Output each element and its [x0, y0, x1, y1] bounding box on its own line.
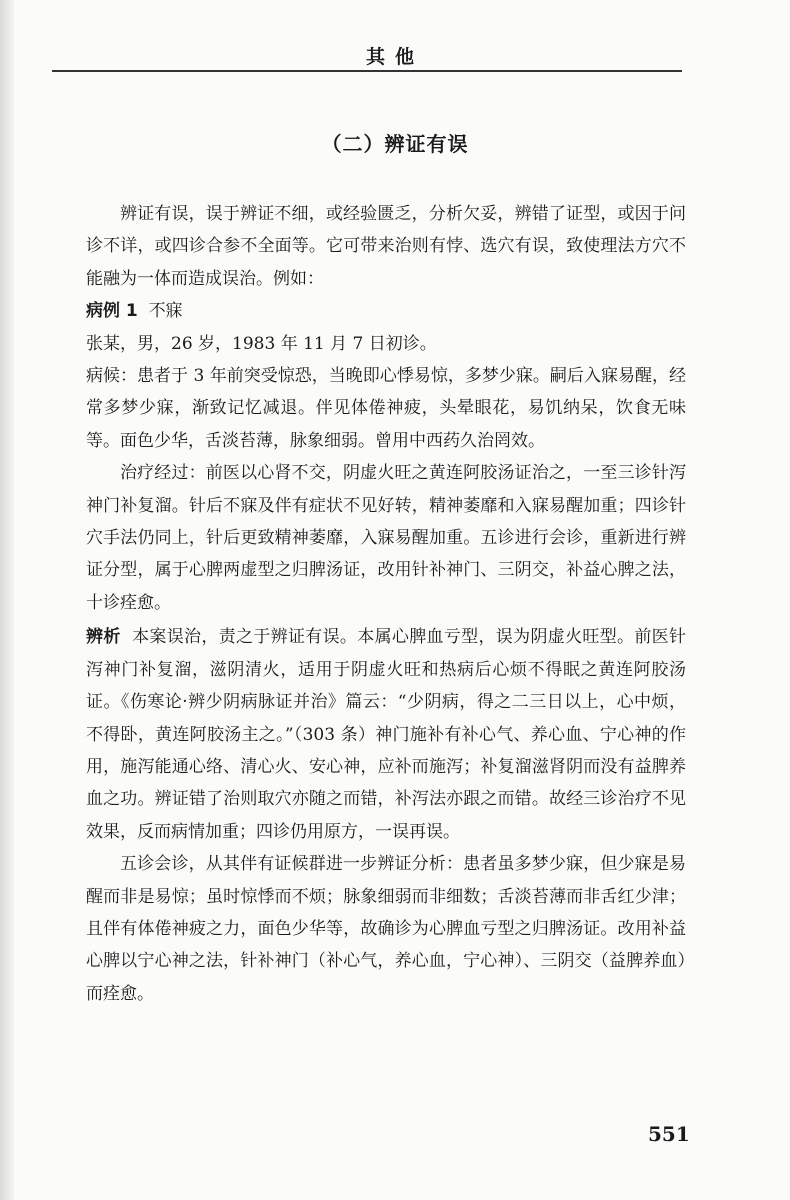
symptoms-paragraph: 病候：患者于 3 年前突受惊恐，当晚即心悸易惊，多梦少寐。嗣后入寐易醒，经常多梦少寐，渐致记忆减退。伴见体倦神疲，头晕眼花，易饥纳呆，饮食无味等。面色少华，舌淡苔薄，脉象细弱。曾用中西药久治罔效。	[86, 366, 686, 451]
header-rule	[52, 70, 682, 72]
page-number: 551	[648, 1122, 690, 1146]
analysis-text: 本案误治，责之于辨证有误。本属心脾血亏型，误为阴虚火旺型。前医针泻神门补复溜，滋阴清火，适用于阴虚火旺和热病后心烦不得眠之黄连阿胶汤证。《伤寒论·辨少阴病脉证并治》篇云：“少阴病，得之二三日以上，心中烦，不得卧，黄连阿胶汤主之。”（303 条）神门施补有补心气、养心血、宁心神的作用，施泻能通心络、清心火、安心神，应补而施泻；补复溜滋肾阴而没有益脾养血之功。辨证错了治则取穴亦随之而错，补泻法亦跟之而错。故经三诊治疗不见效果，反而病情加重；四诊仍用原方，一误再误。	[86, 627, 687, 842]
case-label: 病例 1	[86, 301, 138, 322]
section-title: （二）辨证有误	[321, 132, 469, 156]
body-text	[86, 198, 686, 1010]
patient-paragraph: 张某，男，26 岁，1983 年 11 月 7 日初诊。	[86, 333, 437, 354]
analysis-paragraph	[86, 621, 686, 848]
case-heading	[86, 295, 686, 327]
treatment-paragraph: 治疗经过：前医以心肾不交，阴虚火旺之黄连阿胶汤证治之，一至三诊针泻神门补复溜。针后不寐及伴有症状不见好转，精神萎靡和入寐易醒加重；四诊针穴手法仍同上，针后更致精神萎靡，入寐易醒加重。五诊进行会诊，重新进行辨证分型，属于心脾两虚型之归脾汤证，改用针补神门、三阴交，补益心脾之法，十诊痊愈。	[86, 463, 686, 613]
consult-paragraph: 五诊会诊，从其伴有证候群进一步辨证分析：患者虽多梦少寐，但少寐是易醒而非是易惊；虽时惊悸而不烦；脉象细弱而非细数；舌淡苔薄而非舌红少津；且伴有体倦神疲之力，面色少华等，故确诊为心脾血亏型之归脾汤证。改用补益心脾以宁心神之法，针补神门（补心气，养心血，宁心神）、三阴交（益脾养血）而痊愈。	[86, 854, 686, 1004]
running-head: 其他	[365, 46, 424, 68]
analysis-label: 辨析	[86, 627, 121, 648]
case-title: 不寐	[148, 301, 183, 322]
intro-paragraph: 辨证有误，误于辨证不细，或经验匮乏，分析欠妥，辨错了证型，或因于问诊不详，或四诊合参不全面等。它可带来治则有悖、选穴有误，致使理法方穴不能融为一体而造成误治。例如：	[86, 204, 686, 289]
